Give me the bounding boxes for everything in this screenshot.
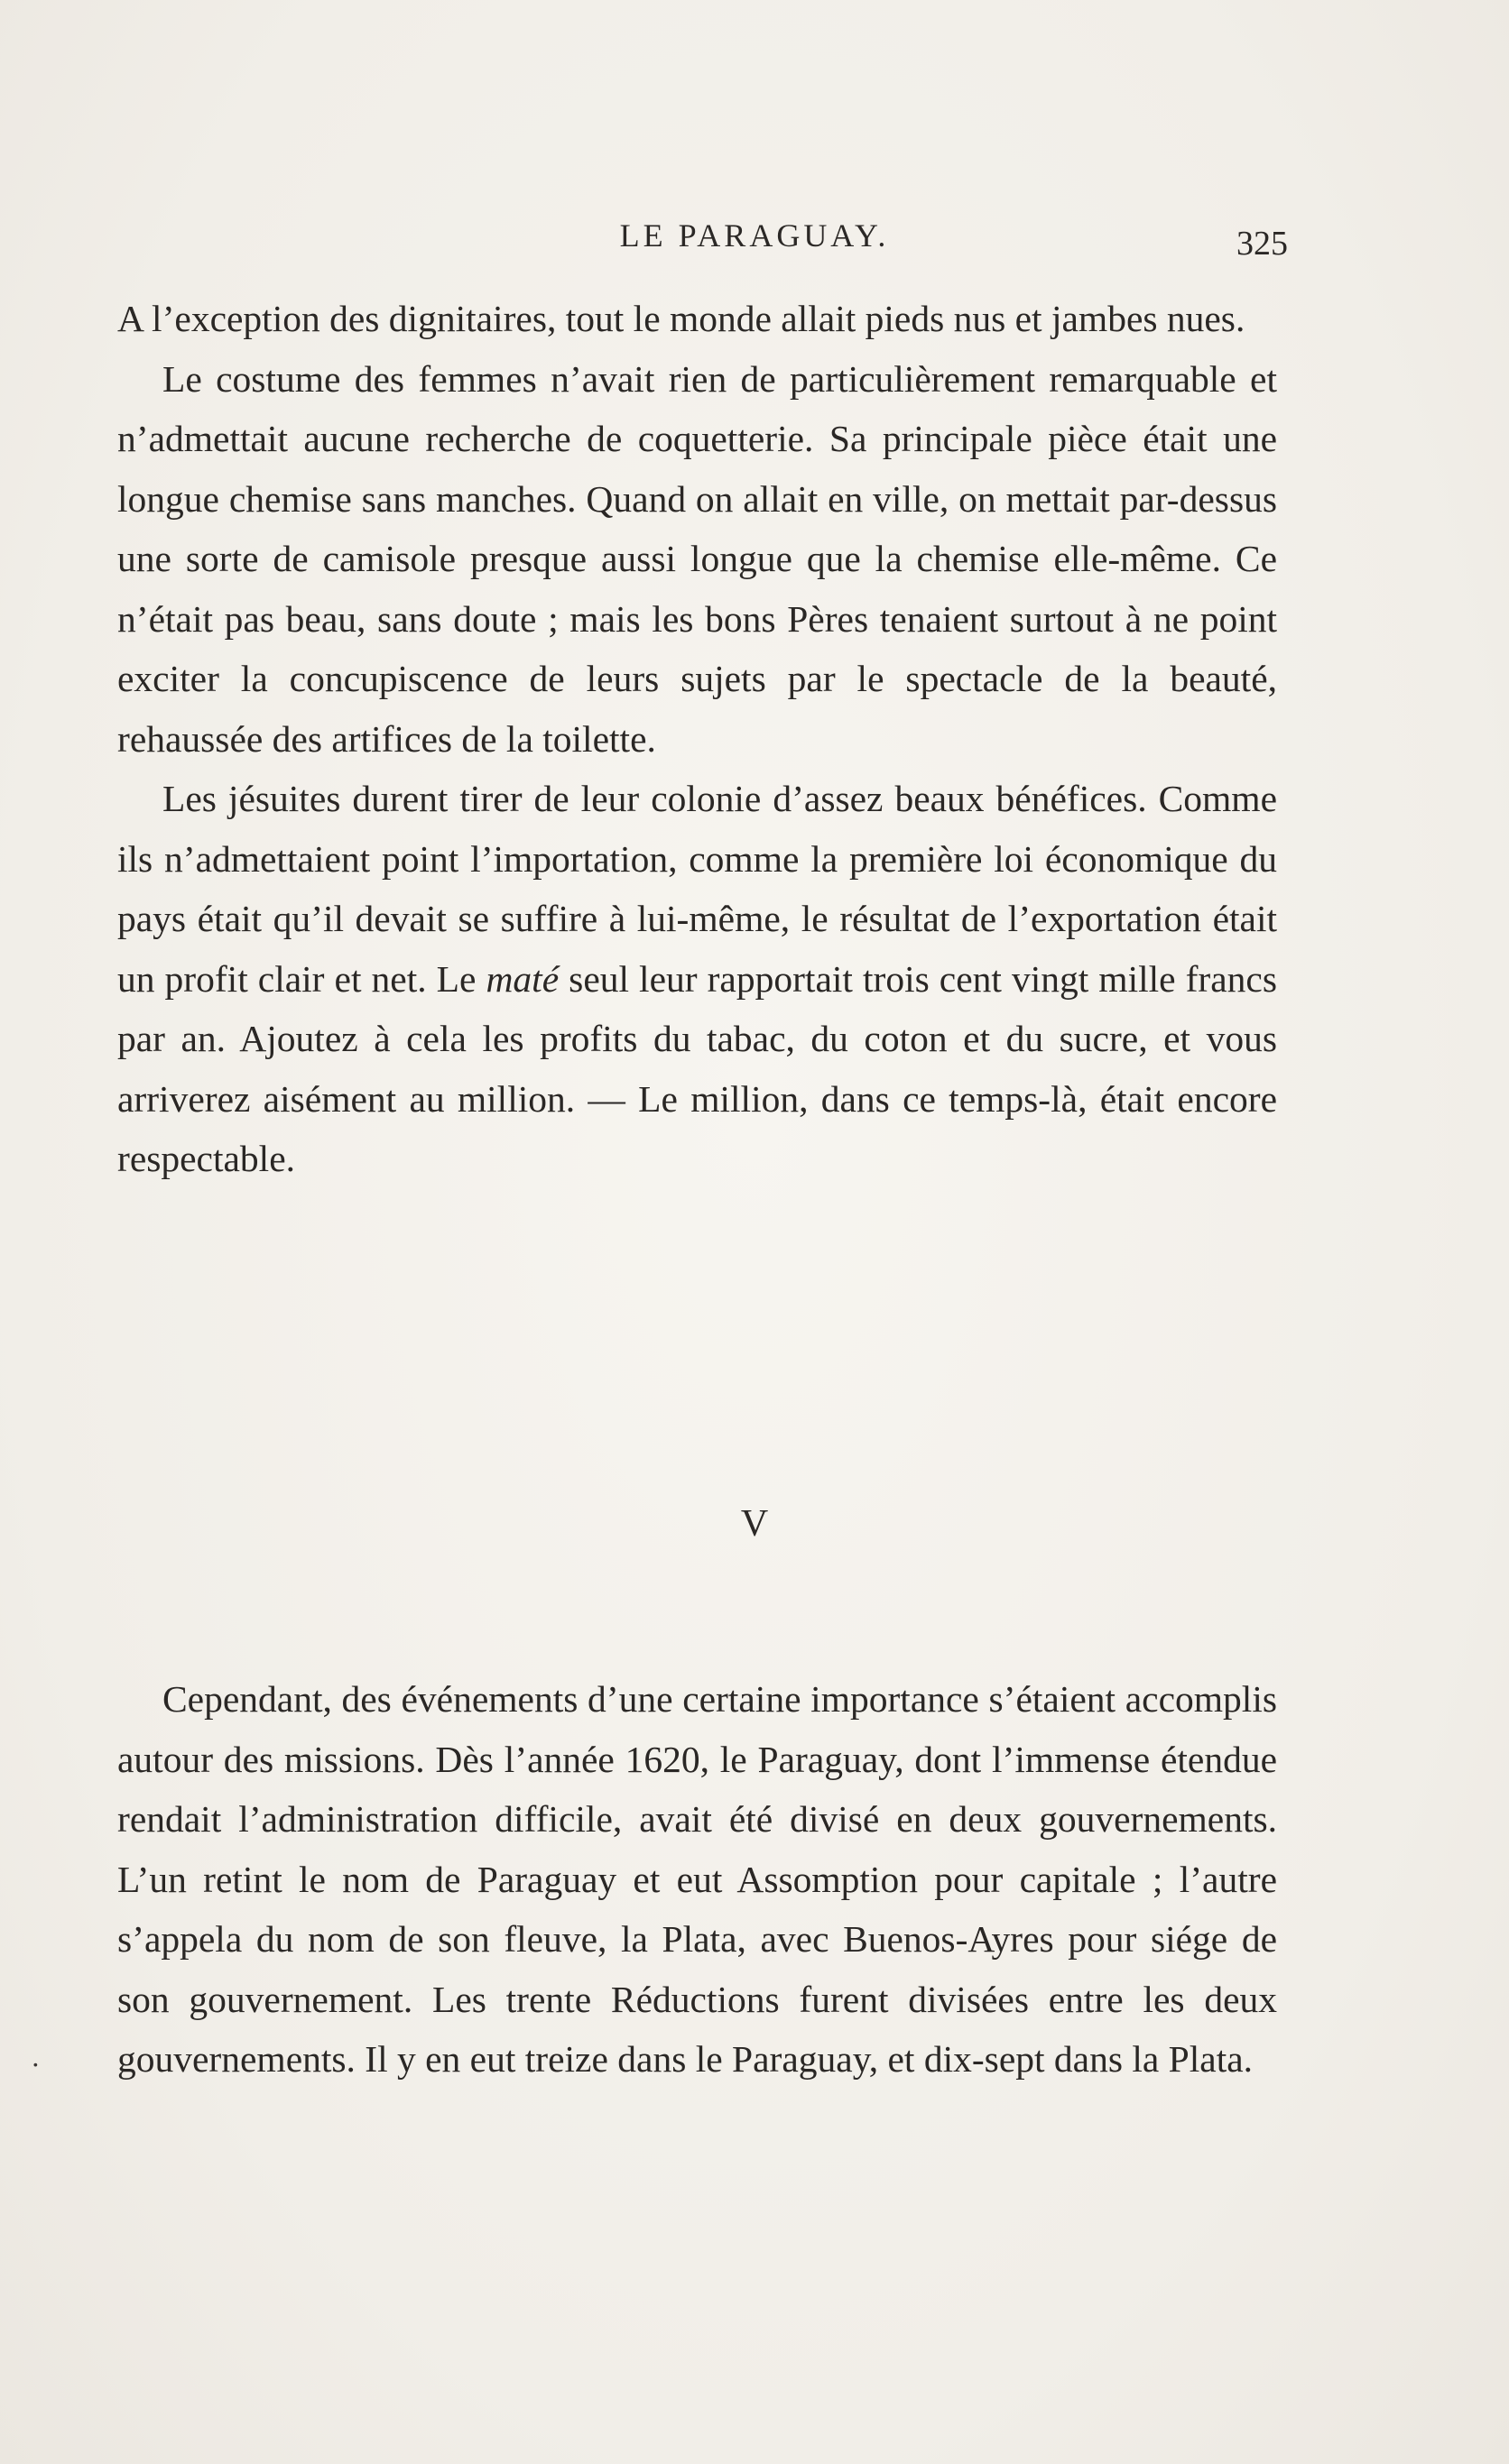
paragraph-governments: Cependant, des événements d’une certaine importance s’étaient accomplis autour des missions. Dès l’année 1620, le Paraguay, dont l’immense étendue rendait l’administration difficile, avait été divisé en deux gouvernements. L’un retint le nom de Paraguay et eut Assomption pour capitale ; l’autre s’appela du nom de son fleuve, la Plata, avec Buenos-Ayres pour siége de son gouvernement. Les trente Réductions furent divisées entre les deux gouvernements. Il y en eut treize dans le Paraguay, et dix-sept dans la Plata. [117,1678,1277,2080]
paragraph-costume: Le costume des femmes n’avait rien de particulièrement remarquable et n’admettait aucune recherche de coquetterie. Sa principale pièce était une longue chemise sans manches. Quand on allait en ville, on mettait par-dessus une sorte de camisole presque aussi longue que la chemise elle-même. Ce n’était pas beau, sans doute ; mais les bons Pères tenaient surtout à ne point exciter la concupiscence de leurs sujets par le spectacle de la beauté, rehaussée des artifices de la toilette. [117,357,1277,760]
mate-word: maté [486,957,560,1000]
paragraph-dignitaries: A l’exception des dignitaires, tout le monde allait pieds nus et jambes nues. [117,298,1245,339]
margin-mark: · [31,2048,41,2081]
paragraph-benefits-end: seul leur rapportait trois cent vingt mille francs par an. Ajoutez à cela les profits du tabac, du coton et du sucre, et vous arriverez aisément au million. — Le million, dans ce temps-là, était encore respectable. [117,957,1277,1179]
page-number: 325 [1236,225,1288,263]
section-two-text [117,1669,1277,2090]
running-title: LE PARAGUAY. [619,217,890,254]
paragraph-benefits [117,769,1277,1189]
paragraph-benefits-start: Les jésuites durent tirer de leur colonie d’assez beaux bénéfices. Comme ils n’admettaient point l’importation, comme la première loi économique du pays était qu’il devait se suffire à lui-même, le résultat de l’exportation était un profit clair et net. Le [117,778,1277,1000]
section-one-text [117,289,1277,1189]
section-heading: V [740,1503,769,1545]
